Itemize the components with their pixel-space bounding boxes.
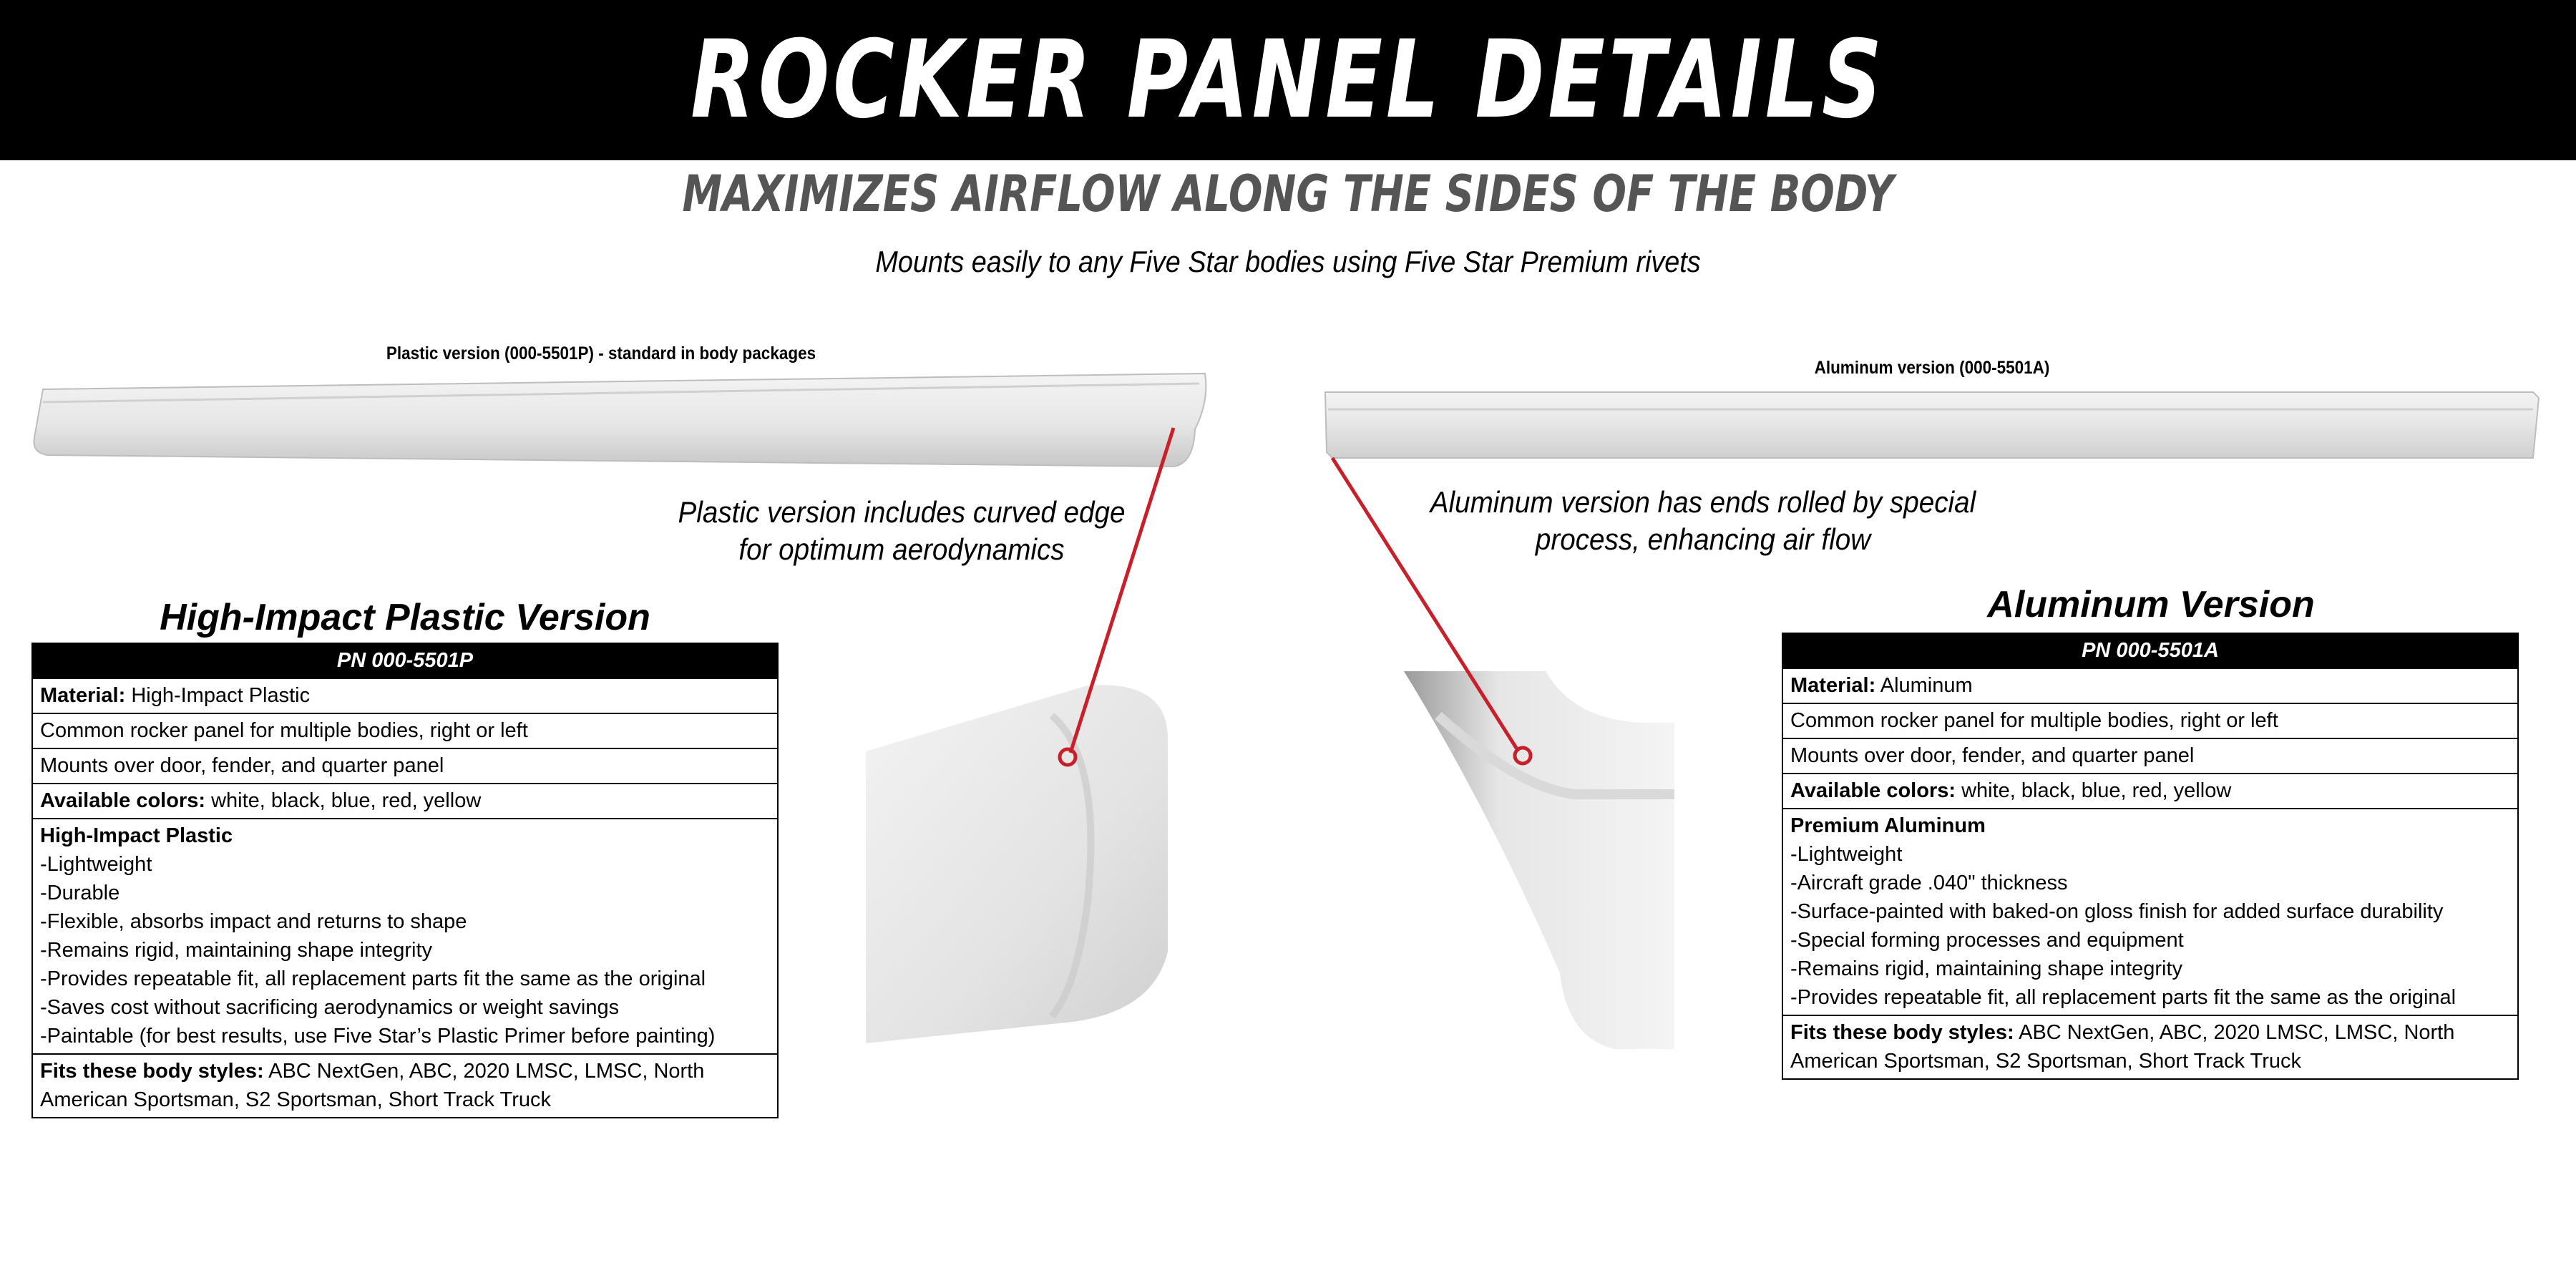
plastic-fits-row <box>32 1054 778 1118</box>
aluminum-fits-label: Fits these body styles: <box>1790 1021 2014 1044</box>
aluminum-feature: -Remains rigid, maintaining shape integrity <box>1790 957 2183 980</box>
plastic-colors-row <box>32 784 778 819</box>
aluminum-part-number: PN 000-5501A <box>1782 633 2518 668</box>
aluminum-fits-row <box>1782 1015 2518 1079</box>
plastic-annotation-line-1: Plastic version includes curved edge <box>678 495 1126 529</box>
aluminum-feature: -Lightweight <box>1790 843 1903 866</box>
plastic-common-row: Common rocker panel for multiple bodies, right or left <box>32 713 778 748</box>
plastic-mounts-row: Mounts over door, fender, and quarter panel <box>32 748 778 784</box>
plastic-rocker-panel-image <box>34 374 1206 467</box>
plastic-feature: -Lightweight <box>40 853 152 876</box>
plastic-feature: -Paintable (for best results, use Five Star’s Plastic Primer before painting) <box>40 1025 716 1048</box>
plastic-features-title: High-Impact Plastic <box>40 824 233 847</box>
plastic-spec-table <box>31 643 779 1118</box>
plastic-fits-value: ABC NextGen, ABC, 2020 LMSC, LMSC, North American Sportsman, S2 Sportsman, Short Track Truck <box>40 1060 705 1111</box>
aluminum-colors-label: Available colors: <box>1790 779 1956 802</box>
plastic-feature: -Remains rigid, maintaining shape integrity <box>40 939 433 962</box>
aluminum-feature: -Provides repeatable fit, all replacement parts fit the same as the original <box>1790 986 2457 1009</box>
plastic-image-caption: Plastic version (000-5501P) - standard in body packages <box>386 343 816 364</box>
plastic-material-row <box>32 678 778 713</box>
aluminum-mounts-row: Mounts over door, fender, and quarter panel <box>1782 738 2518 774</box>
aluminum-fits-value: ABC NextGen, ABC, 2020 LMSC, LMSC, North American Sportsman, S2 Sportsman, Short Track Truck <box>1790 1021 2455 1073</box>
plastic-version-title: High-Impact Plastic Version <box>160 597 650 638</box>
aluminum-material-row <box>1782 668 2518 703</box>
aluminum-image-caption: Aluminum version (000-5501A) <box>1814 358 2050 378</box>
plastic-fits-label: Fits these body styles: <box>40 1060 264 1083</box>
aluminum-material-value: Aluminum <box>1880 674 1973 697</box>
page-title: ROCKER PANEL DETAILS <box>691 18 1885 142</box>
subtitle: MAXIMIZES AIRFLOW ALONG THE SIDES OF THE BODY <box>682 165 1894 223</box>
plastic-annotation-line-2: for optimum aerodynamics <box>738 532 1065 566</box>
mount-note: Mounts easily to any Five Star bodies using Five Star Premium rivets <box>875 245 1701 278</box>
plastic-material-value: High-Impact Plastic <box>131 684 311 707</box>
aluminum-feature: -Special forming processes and equipment <box>1790 929 2184 952</box>
plastic-annotation <box>651 494 1151 568</box>
aluminum-colors-row <box>1782 774 2518 809</box>
plastic-features-row <box>32 819 778 1054</box>
aluminum-rocker-panel-image <box>1325 392 2539 458</box>
plastic-feature: -Saves cost without sacrificing aerodynamics or weight savings <box>40 996 620 1019</box>
plastic-colors-label: Available colors: <box>40 789 206 812</box>
aluminum-corner-closeup <box>1404 671 1674 1049</box>
plastic-corner-closeup <box>866 685 1168 1043</box>
aluminum-annotation-line-1: Aluminum version has ends rolled by special <box>1430 485 1976 519</box>
aluminum-material-label: Material: <box>1790 674 1876 697</box>
aluminum-features-row <box>1782 809 2518 1015</box>
aluminum-feature: -Aircraft grade .040" thickness <box>1790 872 2068 894</box>
aluminum-feature: -Surface-painted with baked-on gloss finish for added surface durability <box>1790 900 2444 923</box>
aluminum-common-row: Common rocker panel for multiple bodies, right or left <box>1782 703 2518 738</box>
aluminum-features-title: Premium Aluminum <box>1790 814 1986 837</box>
plastic-feature: -Flexible, absorbs impact and returns to shape <box>40 910 467 933</box>
plastic-part-number: PN 000-5501P <box>32 643 778 678</box>
plastic-feature: -Provides repeatable fit, all replacement parts fit the same as the original <box>40 967 706 990</box>
plastic-colors-value: white, black, blue, red, yellow <box>211 789 482 812</box>
aluminum-colors-value: white, black, blue, red, yellow <box>1961 779 2232 802</box>
plastic-material-label: Material: <box>40 684 126 707</box>
aluminum-version-title: Aluminum Version <box>1987 584 2315 625</box>
aluminum-annotation <box>1413 484 1993 558</box>
aluminum-annotation-line-2: process, enhancing air flow <box>1535 522 1871 556</box>
plastic-feature: -Durable <box>40 882 120 904</box>
aluminum-spec-table <box>1782 633 2519 1080</box>
